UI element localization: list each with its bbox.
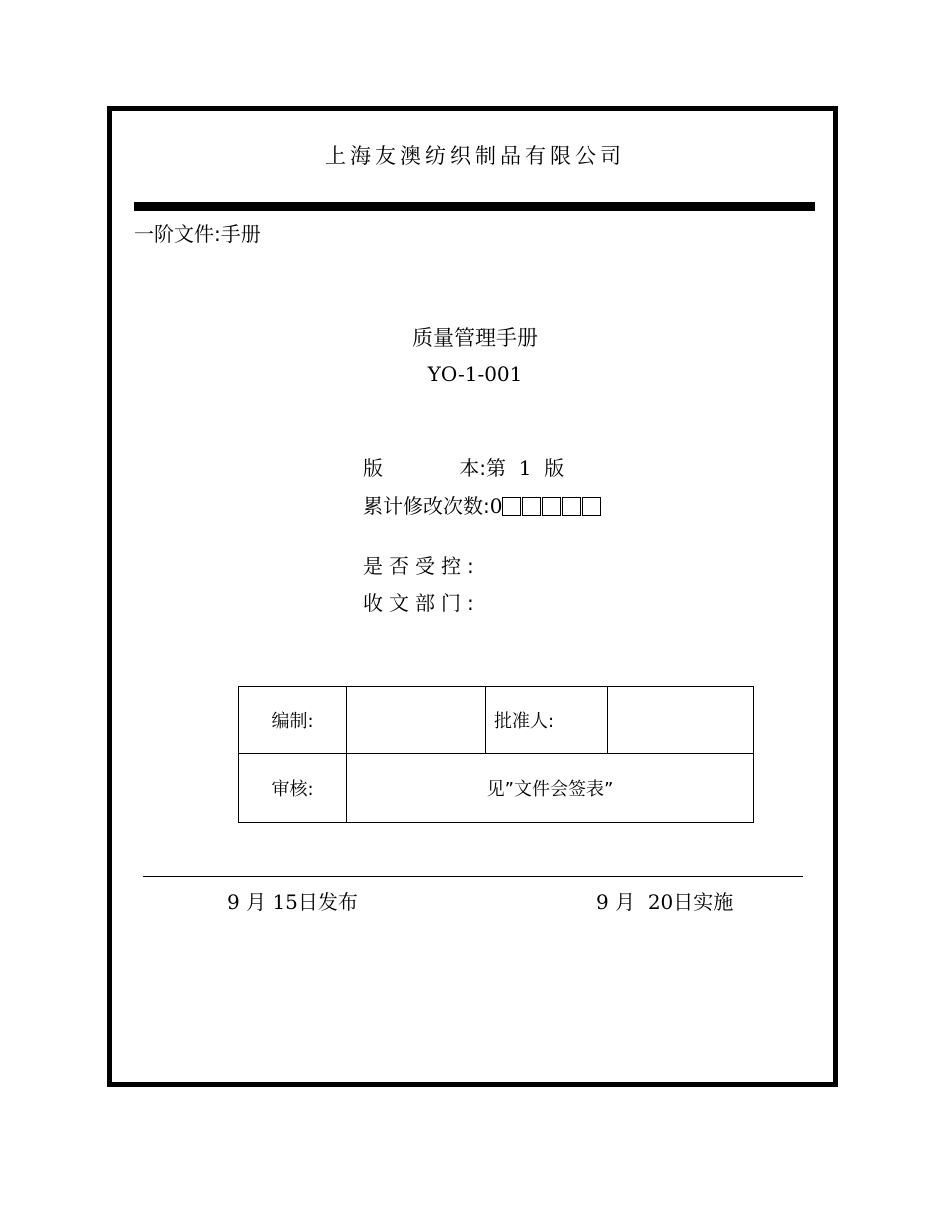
revision-checkbox[interactable]	[502, 497, 521, 516]
reviewer-value: 见”文件会签表”	[347, 754, 754, 823]
revision-checkboxes	[502, 497, 602, 521]
issue-date	[227, 886, 358, 915]
header-divider	[134, 202, 815, 211]
version-line	[363, 452, 564, 481]
company-name: 上海友澳纺织制品有限公司	[325, 144, 625, 168]
revision-checkbox[interactable]	[582, 497, 601, 516]
version-number: 1	[518, 456, 532, 480]
approver-label: 批准人:	[486, 687, 608, 754]
effective-month: 9	[596, 890, 609, 914]
effective-suffix: 日实施	[673, 890, 734, 914]
controlled-status-label: 是否受控:	[363, 554, 480, 578]
effective-date	[596, 886, 733, 915]
revision-checkbox[interactable]	[562, 497, 581, 516]
table-row	[239, 754, 754, 823]
document-code: YO-1-001	[427, 362, 523, 386]
version-suffix: 版	[544, 456, 565, 480]
revision-checkbox[interactable]	[542, 497, 561, 516]
receiving-department-label: 收文部门:	[363, 591, 480, 615]
version-label: 版	[363, 456, 383, 480]
version-label-2: 本:第	[459, 456, 507, 480]
prepared-by-value[interactable]	[347, 687, 486, 754]
issue-suffix: 日发布	[297, 890, 358, 914]
document-level: 一阶文件:手册	[134, 222, 261, 246]
effective-day: 20	[647, 890, 674, 914]
issue-month: 9	[227, 890, 240, 914]
manual-title: 质量管理手册	[412, 326, 538, 350]
approval-table	[238, 686, 754, 823]
table-row	[239, 687, 754, 754]
reviewer-label: 审核:	[239, 754, 347, 823]
revision-checkbox[interactable]	[522, 497, 541, 516]
prepared-by-label: 编制:	[239, 687, 347, 754]
revision-count-label: 累计修改次数:	[363, 494, 490, 518]
effective-month-label: 月	[615, 890, 636, 914]
approver-value[interactable]	[608, 687, 754, 754]
issue-month-label: 月	[246, 890, 267, 914]
issue-day: 15	[272, 890, 298, 914]
revision-count-value: 0	[489, 494, 503, 518]
footer-divider	[143, 876, 803, 877]
revision-count-line	[363, 490, 602, 521]
